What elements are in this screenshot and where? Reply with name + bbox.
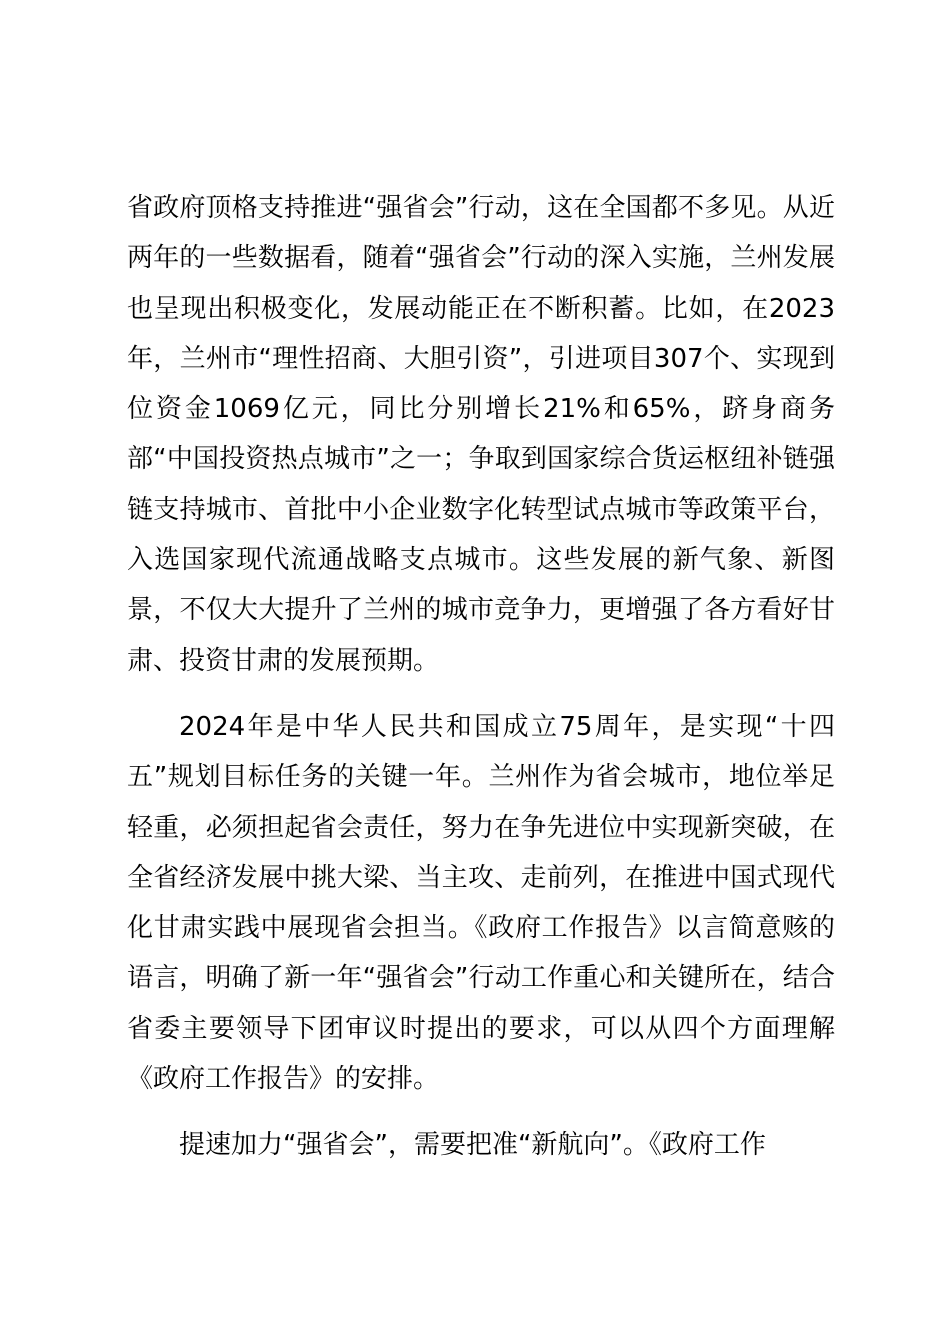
paragraph-3: 提速加力“强省会”，需要把准“新航向”。《政府工作	[179, 1130, 766, 1161]
paragraph-2: 2024年是中华人民共和国成立75周年，是实现“十四五”规划目标任务的关键一年。兰州作为省会城市，地位举足轻重，必须担起省会责任，努力在争先进位中实现新突破，在全省经济发展中挑大梁、当主攻、走前列，在推进中国式现代化甘肃实践中展现省会担当。《政府工作报告》以言简意赅的语言，明确了新一年“强省会”行动工作重心和关键所在，结合省委主要领导下团审议时提出的要求，可以从四个方面理解《政府工作报告》的安排。	[127, 711, 835, 1095]
document-body	[127, 183, 835, 1171]
paragraph-1: 省政府顶格支持推进“强省会”行动，这在全国都不多见。从近两年的一些数据看，随着“强省会”行动的深入实施，兰州发展也呈现出积极变化，发展动能正在不断积蓄。比如，在2023年，兰州市“理性招商、大胆引资”，引进项目307个、实现到位资金1069亿元，同比分别增长21%和65%，跻身商务部“中国投资热点城市”之一；争取到国家综合货运枢纽补链强链支持城市、首批中小企业数字化转型试点城市等政策平台，入选国家现代流通战略支点城市。这些发展的新气象、新图景，不仅大大提升了兰州的城市竞争力，更增强了各方看好甘肃、投资甘肃的发展预期。	[127, 193, 835, 676]
